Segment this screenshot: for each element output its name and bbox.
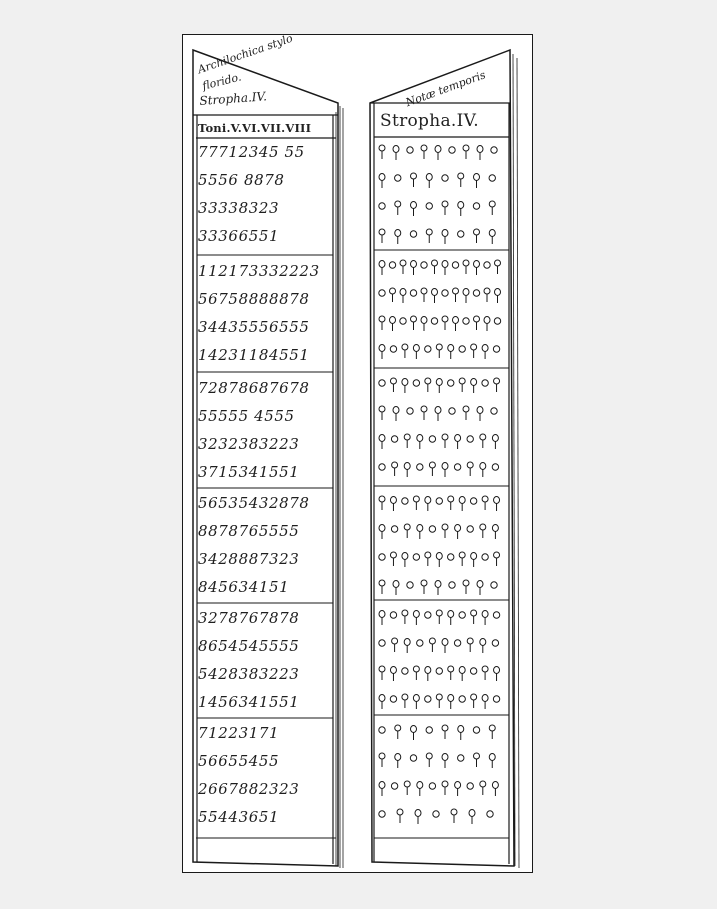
note-glyph: [425, 497, 431, 512]
note-glyph: [494, 667, 500, 682]
note-glyph: [436, 379, 442, 394]
note-row: [377, 776, 509, 798]
number-row: 3428887323: [198, 550, 300, 568]
note-glyph: [429, 462, 435, 476]
note-glyph: [426, 229, 432, 243]
note-glyph: [400, 260, 406, 274]
left-title-line-3: Stropha.IV.: [199, 89, 268, 108]
note-glyph: [432, 289, 438, 304]
note-glyph: [417, 640, 423, 646]
note-row: [377, 373, 509, 395]
note-glyph: [482, 496, 488, 510]
number-row: 1456341551: [198, 693, 300, 711]
note-glyph: [392, 638, 398, 652]
note-glyph: [395, 201, 401, 215]
note-glyph: [494, 378, 500, 392]
note-glyph: [379, 640, 385, 646]
note-glyph: [482, 695, 488, 710]
note-row: [377, 689, 509, 711]
note-glyph: [413, 496, 419, 510]
note-glyph: [470, 498, 476, 504]
note-glyph: [426, 203, 432, 209]
note-glyph: [395, 725, 401, 739]
note-glyph: [407, 408, 413, 414]
note-glyph: [426, 753, 432, 767]
note-glyph: [453, 317, 459, 332]
note-glyph: [379, 145, 385, 159]
note-glyph: [495, 289, 501, 304]
note-glyph: [492, 464, 498, 470]
note-glyph: [411, 202, 417, 217]
note-glyph: [491, 582, 497, 588]
note-glyph: [482, 554, 488, 560]
note-glyph: [429, 526, 435, 532]
number-row: 5428383223: [198, 665, 300, 683]
note-row: [377, 429, 509, 451]
number-row: 56655455: [198, 752, 280, 770]
note-glyph: [389, 262, 395, 268]
note-glyph: [442, 463, 448, 478]
note-glyph: [467, 526, 473, 532]
note-glyph: [436, 344, 442, 358]
note-glyph: [379, 290, 385, 296]
note-row: [377, 804, 509, 826]
note-glyph: [436, 553, 442, 568]
note-glyph: [459, 346, 465, 352]
note-glyph: [459, 696, 465, 702]
number-row: 3278767878: [198, 609, 300, 627]
note-glyph: [390, 497, 396, 512]
note-glyph: [395, 754, 401, 769]
note-glyph: [436, 498, 442, 504]
number-row: 56535432878: [198, 494, 310, 512]
note-glyph: [413, 554, 419, 560]
note-glyph: [492, 435, 498, 450]
note-row: [377, 491, 509, 513]
note-row: [377, 748, 509, 770]
note-glyph: [471, 694, 477, 708]
note-glyph: [379, 782, 385, 797]
note-glyph: [429, 436, 435, 442]
note-glyph: [484, 317, 490, 332]
note-glyph: [379, 345, 385, 360]
note-glyph: [392, 462, 398, 476]
note-glyph: [400, 289, 406, 304]
right-tablet-page-edge-2: [517, 58, 519, 868]
note-glyph: [458, 173, 464, 187]
note-glyph: [379, 811, 385, 817]
number-row: 33338323: [198, 199, 280, 217]
note-glyph: [458, 726, 464, 741]
note-glyph: [474, 174, 480, 189]
note-glyph: [455, 782, 461, 797]
note-glyph: [482, 666, 488, 680]
note-glyph: [482, 611, 488, 626]
note-glyph: [379, 611, 385, 626]
note-glyph: [400, 318, 406, 324]
note-glyph: [449, 408, 455, 414]
note-glyph: [429, 783, 435, 789]
note-glyph: [395, 230, 401, 245]
note-glyph: [413, 345, 419, 360]
note-glyph: [448, 666, 454, 680]
note-glyph: [411, 261, 417, 276]
note-glyph: [379, 406, 385, 420]
note-glyph: [395, 175, 401, 181]
number-row: 56758888878: [198, 290, 310, 308]
note-glyph: [436, 610, 442, 624]
note-glyph: [417, 464, 423, 470]
note-glyph: [410, 231, 416, 237]
note-glyph: [477, 407, 483, 422]
note-glyph: [458, 231, 464, 237]
note-glyph: [489, 725, 495, 739]
note-glyph: [379, 380, 385, 386]
note-glyph: [425, 612, 431, 618]
note-row: [377, 633, 509, 655]
note-glyph: [489, 175, 495, 181]
note-glyph: [413, 666, 419, 680]
note-glyph: [379, 203, 385, 209]
note-glyph: [390, 317, 396, 332]
note-glyph: [473, 727, 479, 733]
note-glyph: [390, 612, 396, 618]
note-glyph: [448, 611, 454, 626]
note-glyph: [390, 552, 396, 566]
note-glyph: [449, 582, 455, 588]
right-column-header: Stropha.IV.: [380, 111, 479, 131]
note-glyph: [442, 524, 448, 538]
note-glyph: [491, 408, 497, 414]
note-glyph: [471, 553, 477, 568]
note-glyph: [474, 229, 480, 243]
note-glyph: [467, 783, 473, 789]
note-glyph: [442, 781, 448, 795]
note-glyph: [470, 668, 476, 674]
number-row: 71223171: [198, 724, 280, 742]
note-row: [377, 547, 509, 569]
note-glyph: [484, 288, 490, 302]
note-glyph: [449, 147, 455, 153]
note-glyph: [442, 434, 448, 448]
note-glyph: [453, 288, 459, 302]
note-glyph: [415, 810, 421, 825]
note-glyph: [448, 380, 454, 386]
note-glyph: [458, 755, 464, 761]
note-row: [377, 255, 509, 277]
note-glyph: [379, 727, 385, 733]
note-glyph: [467, 436, 473, 442]
note-row: [377, 401, 509, 423]
note-glyph: [448, 496, 454, 510]
number-row: 55555 4555: [198, 407, 295, 425]
note-glyph: [411, 726, 417, 741]
note-glyph: [391, 783, 397, 789]
note-row: [377, 661, 509, 683]
note-glyph: [425, 667, 431, 682]
right-title: Notæ temporis: [404, 68, 488, 110]
note-glyph: [425, 378, 431, 392]
number-row: 3232383223: [198, 435, 300, 453]
note-glyph: [459, 378, 465, 392]
note-glyph: [402, 694, 408, 708]
note-glyph: [404, 781, 410, 795]
note-glyph: [459, 612, 465, 618]
note-glyph: [402, 553, 408, 568]
note-glyph: [459, 552, 465, 566]
note-glyph: [455, 525, 461, 540]
note-glyph: [379, 464, 385, 470]
note-glyph: [379, 435, 385, 450]
note-glyph: [402, 344, 408, 358]
note-glyph: [393, 407, 399, 422]
note-glyph: [379, 753, 385, 767]
note-glyph: [463, 289, 469, 304]
note-row: [377, 720, 509, 742]
note-glyph: [473, 203, 479, 209]
note-glyph: [436, 694, 442, 708]
note-glyph: [411, 173, 417, 187]
number-row: 33366551: [198, 227, 280, 245]
note-glyph: [425, 552, 431, 566]
note-glyph: [452, 262, 458, 268]
note-glyph: [435, 581, 441, 596]
note-glyph: [494, 497, 500, 512]
note-glyph: [379, 580, 385, 594]
note-glyph: [421, 317, 427, 332]
note-glyph: [411, 316, 417, 330]
note-glyph: [435, 407, 441, 422]
note-glyph: [442, 725, 448, 739]
note-glyph: [425, 696, 431, 702]
note-glyph: [459, 497, 465, 512]
note-glyph: [463, 318, 469, 324]
note-glyph: [477, 146, 483, 161]
note-glyph: [417, 435, 423, 450]
note-glyph: [471, 610, 477, 624]
note-glyph: [463, 145, 469, 159]
note-glyph: [431, 318, 437, 324]
note-glyph: [442, 175, 448, 181]
note-glyph: [391, 436, 397, 442]
note-glyph: [442, 316, 448, 330]
note-glyph: [404, 463, 410, 478]
note-glyph: [393, 581, 399, 596]
number-row: 8878765555: [198, 522, 300, 540]
note-glyph: [469, 810, 475, 825]
note-glyph: [393, 146, 399, 161]
note-glyph: [492, 782, 498, 797]
note-glyph: [493, 612, 499, 618]
note-glyph: [442, 639, 448, 654]
note-glyph: [421, 145, 427, 159]
note-glyph: [390, 346, 396, 352]
note-glyph: [492, 640, 498, 646]
note-glyph: [442, 290, 448, 296]
note-glyph: [473, 290, 479, 296]
note-glyph: [410, 755, 416, 761]
note-glyph: [397, 809, 403, 823]
note-glyph: [493, 346, 499, 352]
note-glyph: [407, 147, 413, 153]
note-glyph: [421, 288, 427, 302]
left-title-line-2: florido.: [201, 70, 243, 93]
note-glyph: [448, 554, 454, 560]
note-glyph: [413, 695, 419, 710]
number-row: 14231184551: [198, 346, 310, 364]
note-glyph: [402, 610, 408, 624]
note-glyph: [391, 526, 397, 532]
note-glyph: [432, 260, 438, 274]
note-glyph: [390, 288, 396, 302]
note-glyph: [448, 695, 454, 710]
note-glyph: [442, 754, 448, 769]
note-row: [377, 168, 509, 190]
note-glyph: [489, 230, 495, 245]
note-glyph: [404, 639, 410, 654]
note-glyph: [442, 230, 448, 245]
note-glyph: [436, 668, 442, 674]
note-glyph: [459, 667, 465, 682]
note-glyph: [390, 378, 396, 392]
note-glyph: [407, 582, 413, 588]
note-row: [377, 457, 509, 479]
note-row: [377, 519, 509, 541]
number-row: 72878687678: [198, 379, 310, 397]
note-glyph: [448, 345, 454, 360]
note-glyph: [379, 174, 385, 189]
note-glyph: [404, 524, 410, 538]
note-glyph: [379, 316, 385, 330]
note-glyph: [454, 640, 460, 646]
note-glyph: [482, 380, 488, 386]
note-glyph: [463, 260, 469, 274]
note-glyph: [480, 524, 486, 538]
note-glyph: [379, 261, 385, 276]
note-glyph: [489, 201, 495, 215]
note-glyph: [433, 811, 439, 817]
note-glyph: [463, 406, 469, 420]
note-glyph: [495, 260, 501, 274]
number-row: 112173332223: [198, 262, 320, 280]
note-glyph: [402, 379, 408, 394]
note-glyph: [421, 406, 427, 420]
left-title-line-1: Archilochica stylo: [196, 31, 295, 77]
note-glyph: [467, 638, 473, 652]
note-glyph: [489, 754, 495, 769]
note-glyph: [417, 525, 423, 540]
note-glyph: [455, 435, 461, 450]
number-row: 77712345 55: [198, 143, 305, 161]
note-glyph: [435, 146, 441, 161]
note-glyph: [467, 462, 473, 476]
note-glyph: [442, 201, 448, 215]
note-glyph: [390, 667, 396, 682]
number-row: 3715341551: [198, 463, 300, 481]
note-glyph: [379, 554, 385, 560]
note-glyph: [480, 434, 486, 448]
note-glyph: [493, 696, 499, 702]
note-glyph: [379, 695, 385, 710]
note-glyph: [471, 379, 477, 394]
note-glyph: [426, 727, 432, 733]
note-glyph: [421, 580, 427, 594]
note-row: [377, 196, 509, 218]
note-glyph: [402, 498, 408, 504]
note-row: [377, 575, 509, 597]
note-glyph: [454, 464, 460, 470]
note-glyph: [482, 345, 488, 360]
note-row: [377, 283, 509, 305]
number-row: 845634151: [198, 578, 290, 596]
number-row: 55443651: [198, 808, 280, 826]
note-row: [377, 140, 509, 162]
note-glyph: [390, 696, 396, 702]
note-glyph: [451, 809, 457, 823]
note-glyph: [480, 463, 486, 478]
note-row: [377, 605, 509, 627]
note-glyph: [458, 202, 464, 217]
note-glyph: [413, 380, 419, 386]
note-glyph: [410, 290, 416, 296]
note-glyph: [474, 753, 480, 767]
number-row: 8654545555: [198, 637, 300, 655]
note-glyph: [442, 261, 448, 276]
note-glyph: [425, 346, 431, 352]
note-glyph: [417, 782, 423, 797]
note-row: [377, 311, 509, 333]
note-glyph: [492, 525, 498, 540]
note-glyph: [379, 496, 385, 510]
note-glyph: [404, 434, 410, 448]
note-glyph: [463, 580, 469, 594]
note-glyph: [474, 261, 480, 276]
note-glyph: [402, 668, 408, 674]
note-row: [377, 339, 509, 361]
note-glyph: [474, 316, 480, 330]
note-glyph: [480, 639, 486, 654]
number-row: 5556 8878: [198, 171, 285, 189]
note-glyph: [413, 611, 419, 626]
note-row: [377, 224, 509, 246]
note-glyph: [379, 525, 385, 540]
note-glyph: [477, 581, 483, 596]
note-glyph: [379, 666, 385, 680]
note-glyph: [426, 174, 432, 189]
note-glyph: [491, 147, 497, 153]
note-glyph: [480, 781, 486, 795]
note-glyph: [379, 229, 385, 243]
note-glyph: [429, 638, 435, 652]
left-column-header: Toni.V.VI.VII.VIII: [198, 121, 312, 135]
number-row: 34435556555: [198, 318, 310, 336]
note-glyph: [494, 552, 500, 566]
note-glyph: [421, 262, 427, 268]
note-glyph: [484, 262, 490, 268]
note-glyph: [487, 811, 493, 817]
number-row: 2667882323: [198, 780, 300, 798]
note-glyph: [471, 344, 477, 358]
note-glyph: [494, 318, 500, 324]
